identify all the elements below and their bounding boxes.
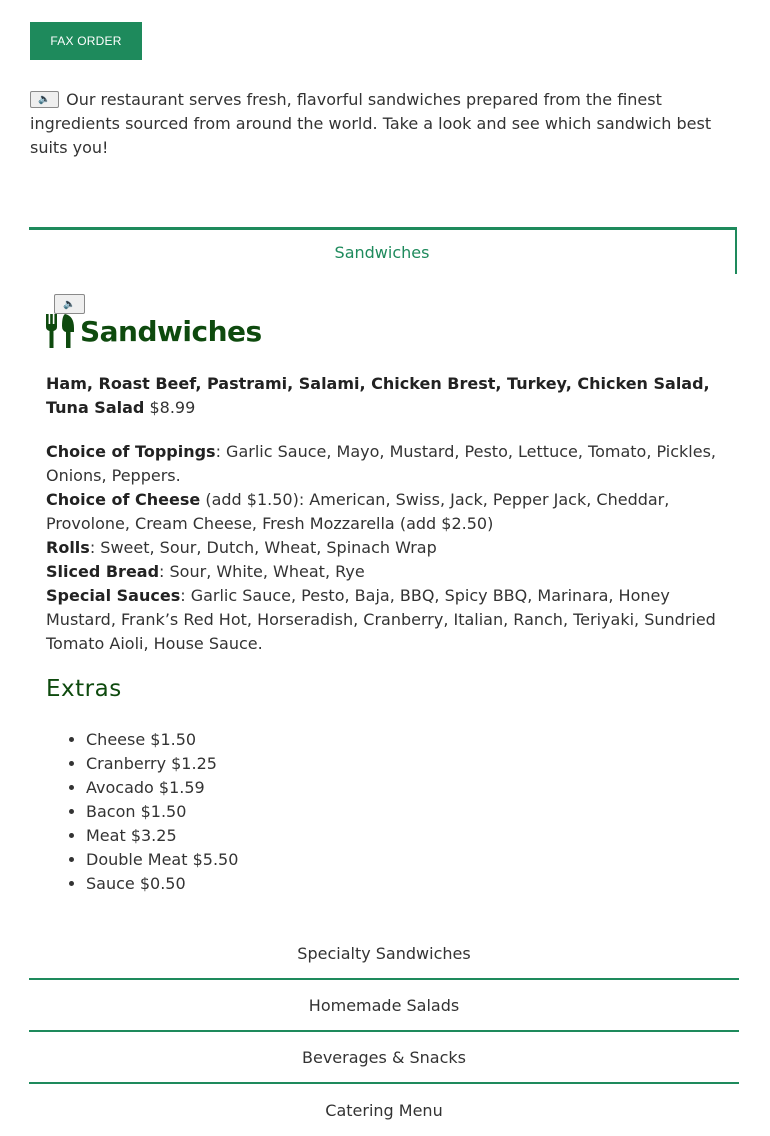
tab-beverages-snacks[interactable]: Beverages & Snacks <box>29 1032 739 1084</box>
item-price: $8.99 <box>149 398 196 417</box>
option-toppings <box>46 440 730 488</box>
option-label: Rolls <box>46 538 90 557</box>
option-sliced-bread <box>46 560 730 584</box>
speaker-icon[interactable]: 🔈 <box>30 91 59 108</box>
option-special-sauces <box>46 584 730 656</box>
section-heading-text: Sandwiches <box>80 315 262 348</box>
option-cheese <box>46 488 730 536</box>
extras-heading: Extras <box>46 676 122 702</box>
list-item: • Meat $3.25 <box>86 824 238 848</box>
option-text: : Sour, White, Wheat, Rye <box>159 562 365 581</box>
intro-text: Our restaurant serves fresh, flavorful sandwiches prepared from the finest ingredients sourced from around the world. Take a look and see which sandwich best suits you! <box>30 90 712 157</box>
tab-specialty-sandwiches[interactable]: Specialty Sandwiches <box>29 928 739 980</box>
options-list <box>46 440 730 656</box>
option-label: Choice of Toppings <box>46 442 216 461</box>
option-text: : Garlic Sauce, Pesto, Baja, BBQ, Spicy BBQ, Marinara, Honey Mustard, Frank’s Red Hot, Horseradish, Cranberry, Italian, Ranch, Teriyaki, Sundried Tomato Aioli, House Sauce. <box>46 586 716 653</box>
speaker-icon[interactable]: 🔈 <box>54 294 85 314</box>
fax-order-button[interactable]: FAX ORDER <box>30 22 142 60</box>
intro-paragraph <box>30 88 739 160</box>
list-item: • Cheese $1.50 <box>86 728 238 752</box>
option-rolls <box>46 536 730 560</box>
list-item: • Avocado $1.59 <box>86 776 238 800</box>
option-text: : Garlic Sauce, Mayo, Mustard, Pesto, Lettuce, Tomato, Pickles, Onions, Peppers. <box>46 442 716 485</box>
list-item: • Sauce $0.50 <box>86 872 238 896</box>
option-text: : Sweet, Sour, Dutch, Wheat, Spinach Wrap <box>89 538 437 557</box>
item-line <box>46 372 730 420</box>
option-text: (add $1.50): American, Swiss, Jack, Pepper Jack, Cheddar, Provolone, Cream Cheese, Fresh Mozzarella (add $2.50) <box>46 490 670 533</box>
option-label: Sliced Bread <box>46 562 160 581</box>
fork-knife-icon <box>46 314 76 348</box>
tab-sandwiches[interactable]: Sandwiches <box>29 227 737 274</box>
tab-homemade-salads[interactable]: Homemade Salads <box>29 980 739 1032</box>
option-label: Choice of Cheese <box>46 490 201 509</box>
option-label: Special Sauces <box>46 586 181 605</box>
list-item: • Bacon $1.50 <box>86 800 238 824</box>
list-item: • Cranberry $1.25 <box>86 752 238 776</box>
section-heading <box>46 314 262 348</box>
item-names: Ham, Roast Beef, Pastrami, Salami, Chicken Brest, Turkey, Chicken Salad, Tuna Salad <box>46 374 710 417</box>
list-item: • Double Meat $5.50 <box>86 848 238 872</box>
tab-catering-menu[interactable]: Catering Menu <box>325 1100 443 1120</box>
extras-list <box>46 728 238 896</box>
